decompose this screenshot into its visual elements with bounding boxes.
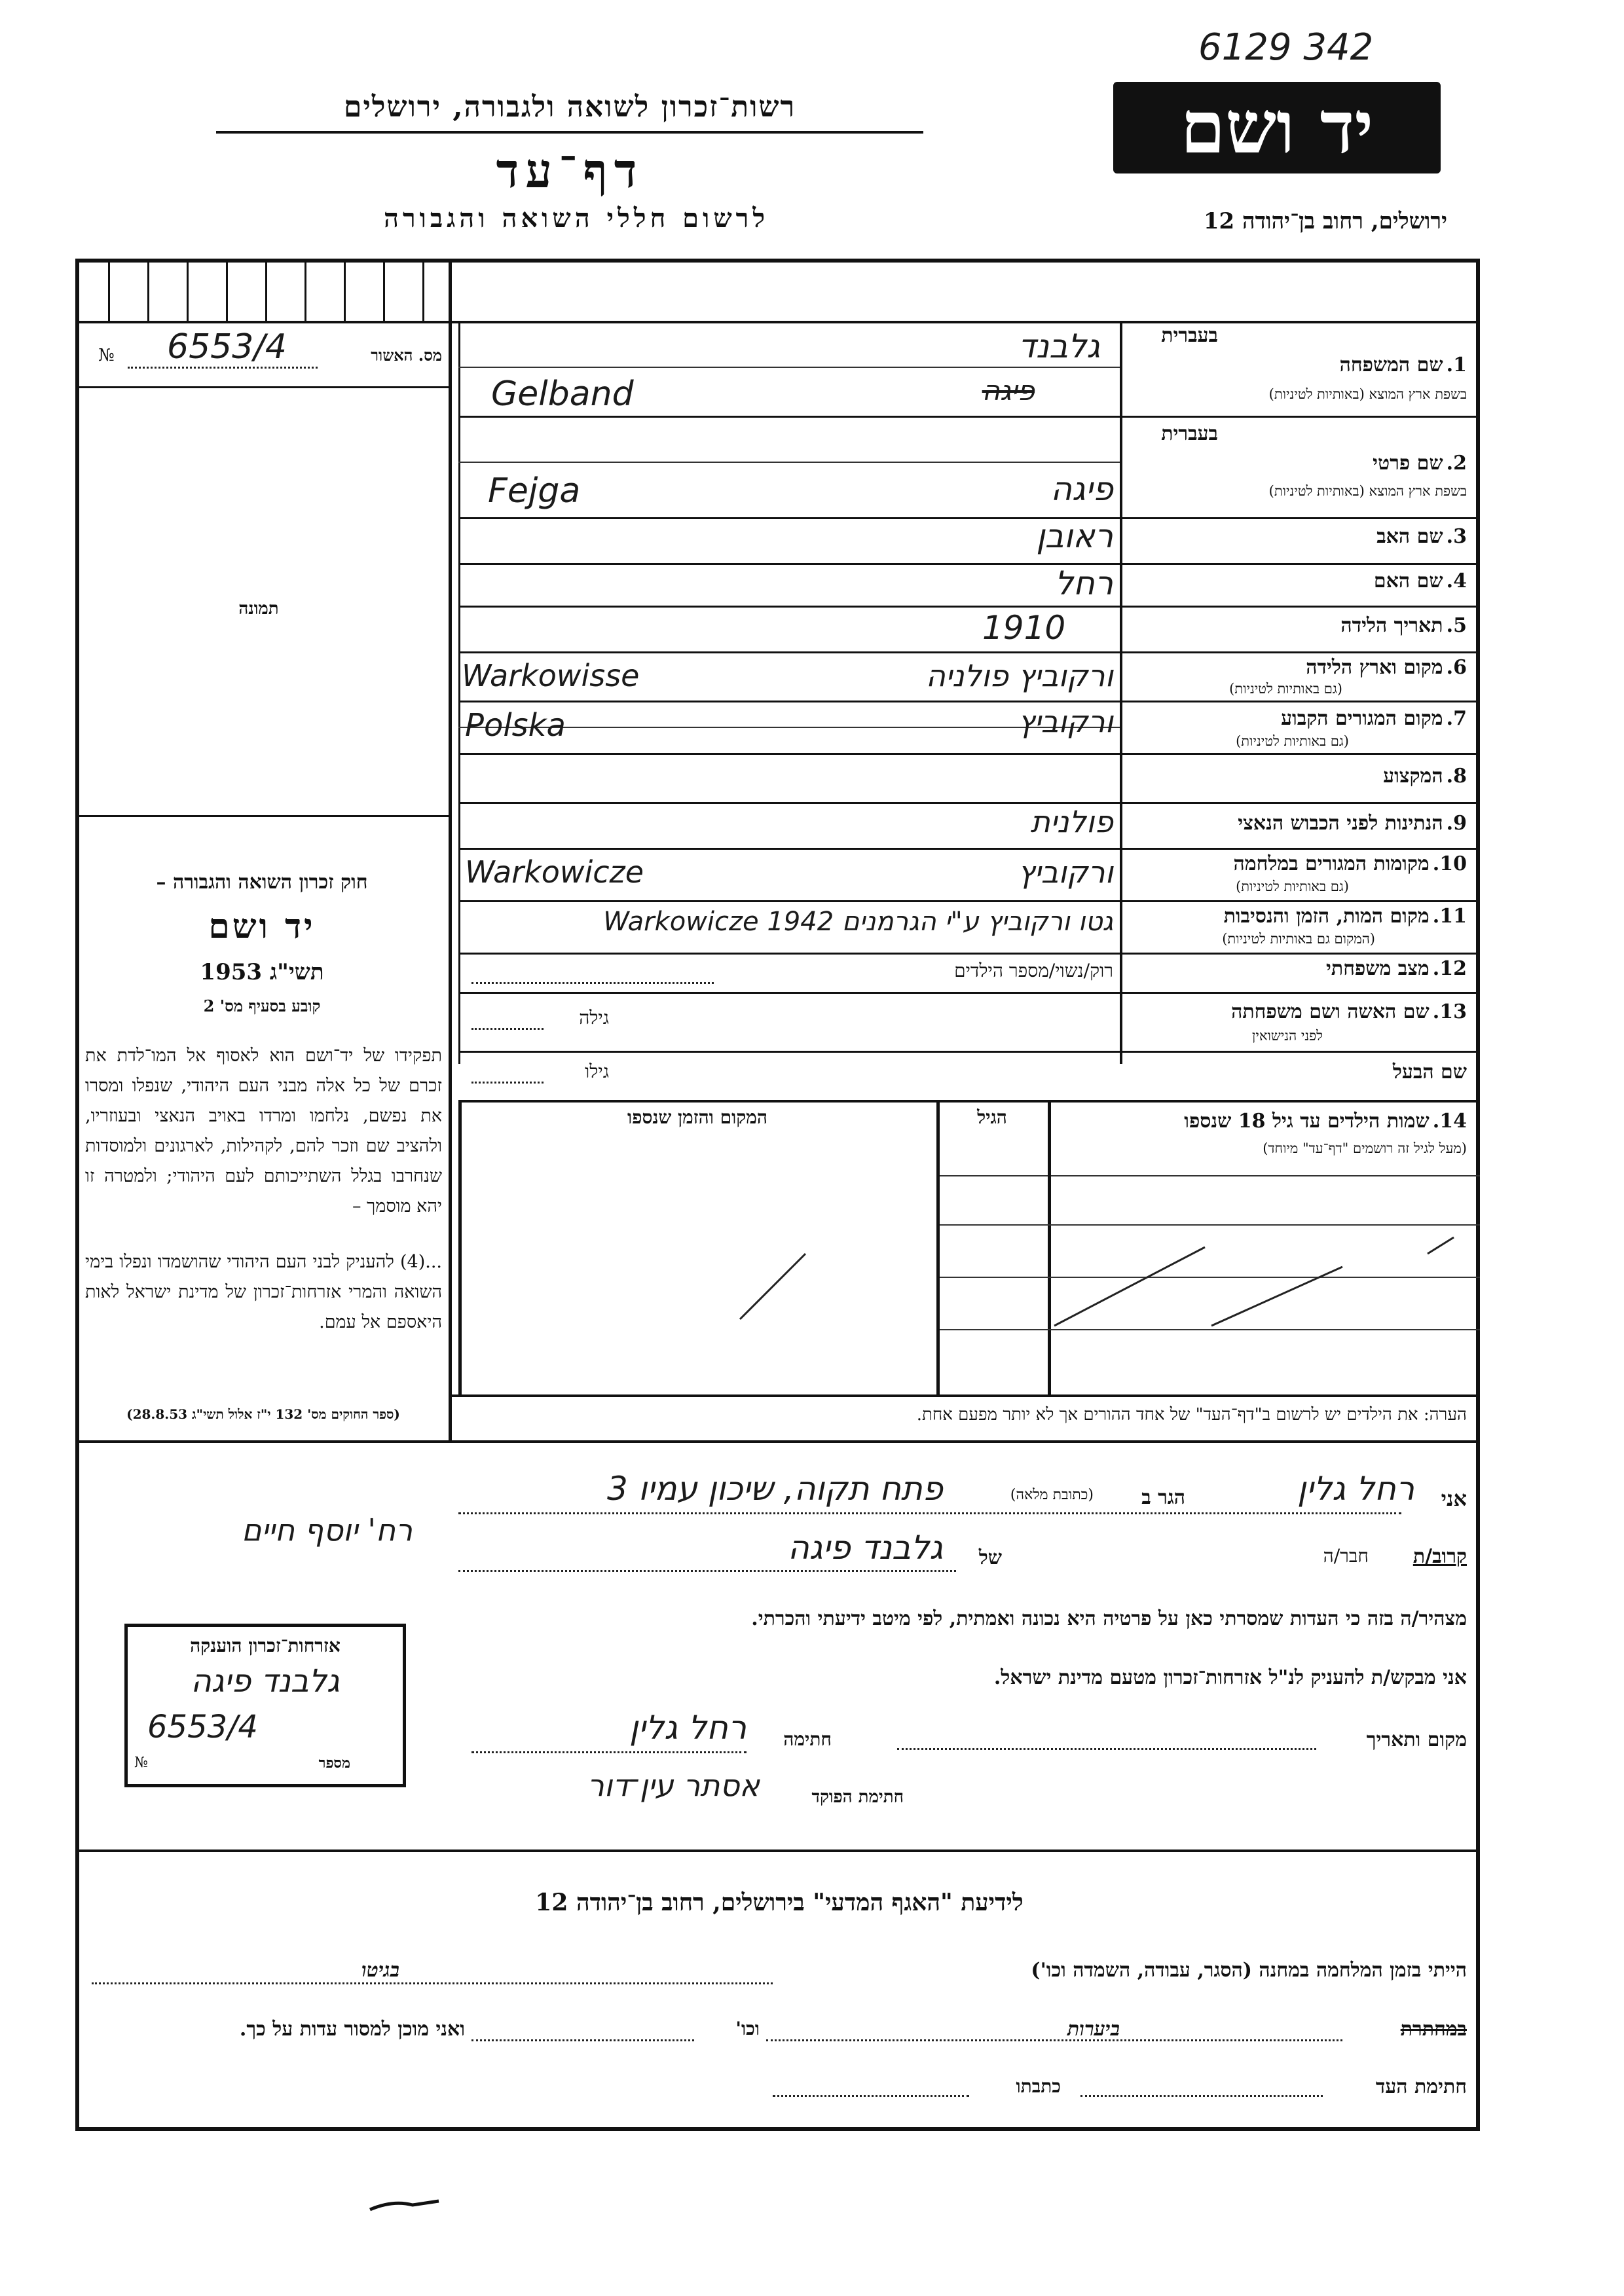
declarant-name: רחל גלין bbox=[1297, 1470, 1414, 1508]
declarant-relative-value: חבר/ה bbox=[1323, 1545, 1369, 1567]
footer-line1: הייתי בזמן המלחמה במחנה (הסגר, עבודה, השמדה וכו') bbox=[1031, 1959, 1467, 1982]
footer-line2-label: במחתרת bbox=[1400, 2018, 1467, 2041]
field-5-value: 1910 bbox=[982, 609, 1066, 647]
field-7-label: 7. מקום המגורים הקבוע bbox=[1281, 707, 1467, 730]
authority-title: רשות־זכרון לשואה ולגבורה, ירושלים bbox=[343, 90, 796, 124]
declarant-signature: רחל גלין bbox=[629, 1709, 747, 1747]
law-body: תפקידו של יד־ושם הוא לאסוף אל המו־לדת את זכרם של כל אלה מבני העם היהודי, שנפלו ומסרו את נפשם, נלחמו ומרדו באויב הנאצי ובעוזריו, ולהציב שם וזכר להם, לקהילות, לארגונים ולמוסדות שנחרבו בגלל השתייכותם לעם היהודי; ולמטרה זו יהא מוסמך – bbox=[85, 1046, 442, 1216]
footer-line2-end: ואני מוכן למסור עדות על כך. bbox=[239, 2018, 465, 2041]
field-2-name: שם פרטי bbox=[1373, 452, 1443, 475]
footer-line2-fill: ביערות bbox=[1067, 2018, 1120, 2041]
field-6-label: 6. מקום וארץ הלידה bbox=[1306, 656, 1467, 679]
field-6-value-latin: Warkowisse bbox=[462, 658, 640, 693]
citizenship-box bbox=[124, 1624, 406, 1787]
field-10-value-latin: Warkowicze bbox=[465, 854, 644, 890]
field-12-options: רוק/נשוי/מספר הילדים bbox=[954, 960, 1113, 981]
approval-number: 6553/4 bbox=[167, 327, 287, 367]
declarant-margin-note: רח' יוסף חיים bbox=[241, 1512, 413, 1548]
footer-title: לידיעת "האגף המדעי" בירושלים, רחוב בן־יהודה 12 bbox=[535, 1889, 1024, 1916]
stray-pen-mark bbox=[367, 2193, 445, 2219]
law-heading: חוק זכרון השואה והגבורה – bbox=[156, 871, 368, 894]
footer-line2-etc: וכו' bbox=[735, 2018, 760, 2039]
field-11-label: 11. מקום המות, הזמן והנסיבות bbox=[1223, 905, 1467, 928]
citizenship-no-sign: № bbox=[134, 1755, 148, 1771]
declarant-of-value: גלבנד פיגה bbox=[788, 1529, 943, 1567]
field-11-value: גטו ורקוביץ ע"י הגרמנים Warkowicze 1942 bbox=[603, 907, 1113, 937]
field-10-value-hebrew: ורקוביץ bbox=[1018, 854, 1113, 890]
field-8-label: 8. המקצוע bbox=[1383, 765, 1467, 788]
approval-no-sign: № bbox=[98, 346, 115, 365]
officer-signature-label: חתימת הפוקד bbox=[811, 1787, 904, 1807]
field-7-value-hebrew: ורקוביץ bbox=[1018, 704, 1113, 739]
field-4-value: רחל bbox=[1054, 564, 1113, 602]
field-2-hebrew-tag: בעברית bbox=[1161, 422, 1218, 445]
citizenship-name: גלבנד פיגה bbox=[191, 1663, 340, 1700]
field-7-value-latin: Polska bbox=[465, 707, 566, 744]
field-1-value-hebrew: גלבנד bbox=[1018, 327, 1100, 365]
field-12-label: 12. מצב משפחתי bbox=[1326, 957, 1467, 980]
citizenship-number: 6553/4 bbox=[147, 1709, 258, 1745]
children-crossout-strokes bbox=[458, 1175, 1480, 1391]
header-address: ירושלים, רחוב בן־יהודה 12 bbox=[1203, 208, 1447, 234]
field-5-label: 5. תאריך הלידה bbox=[1340, 614, 1467, 637]
law-source: (ספר החוקים מס' 132 י"ז אלול תשי"ג 28.8.53) bbox=[126, 1406, 400, 1422]
field-husband-age: גילו bbox=[585, 1061, 609, 1082]
signature-label: חתימה bbox=[783, 1728, 832, 1750]
field-2-value-hebrew: פיגה bbox=[1050, 470, 1113, 508]
photo-label: תמונה bbox=[238, 599, 279, 619]
field-13-sub: לפני הנישואין bbox=[1252, 1028, 1323, 1044]
law-year: תשי"ג 1953 bbox=[200, 959, 324, 985]
citizenship-title: אזרחות־זכרון הוענקה bbox=[190, 1635, 341, 1656]
field-2-value-latin: Fejga bbox=[488, 471, 581, 511]
declarant-request: אני מבקש/ת להעניק לנ"ל אזרחות־זכרון מטעם מדינת ישראל. bbox=[993, 1666, 1467, 1689]
field-13-age: גילה bbox=[579, 1007, 609, 1029]
field-7-sub: (גם באותיות לטיניות) bbox=[1236, 733, 1349, 749]
declarant-ani: אני bbox=[1441, 1486, 1467, 1511]
field-13-label: 13. שם האשה ושם משפחתה bbox=[1231, 1000, 1467, 1023]
field-1-sub: בשפת ארץ המוצא (באותיות לטיניות) bbox=[1268, 386, 1467, 402]
field-10-sub: (גם באותיות לטיניות) bbox=[1236, 879, 1349, 894]
field-1-name: שם המשפחה bbox=[1339, 354, 1443, 376]
field-husband-label: שם הבעל bbox=[1392, 1061, 1467, 1084]
declarant-of-label: של bbox=[978, 1546, 1002, 1569]
children-col-place: המקום והזמן שנספו bbox=[627, 1106, 767, 1128]
footer-witness-sig: חתימת העד bbox=[1375, 2075, 1467, 2098]
approval-label: מס. האשור bbox=[371, 346, 442, 365]
archive-reference: 6129 342 bbox=[1198, 26, 1374, 69]
law-clause: קובע בסעיף מס' 2 bbox=[203, 996, 321, 1015]
field-9-label: 9. הנתינות לפני הכבוש הנאצי bbox=[1238, 812, 1467, 835]
form-subtitle: לרשום חללי השואה והגבורה bbox=[383, 203, 769, 234]
field-6-sub: (גם באותיות לטיניות) bbox=[1229, 681, 1342, 697]
children-col-age: הגיל bbox=[977, 1106, 1007, 1128]
field-1-hebrew-tag: בעברית bbox=[1161, 324, 1218, 347]
field-6-value-hebrew: ורקוביץ פולניה bbox=[925, 658, 1113, 693]
field-9-value: פולנית bbox=[1030, 804, 1113, 839]
law-clause4: ...(4) להעניק לבני העם היהודי שהושמדו ונפלו בימי השואה והמרי אזרחות־זכרון של מדינת ישראל לאות היאספם אל עמם. bbox=[85, 1252, 442, 1332]
footer-line1-fill: בגיטו bbox=[361, 1959, 399, 1982]
declarant-full-address-label: (כתובת מלאה) bbox=[1010, 1487, 1094, 1503]
field-2-label bbox=[1126, 452, 1467, 475]
field-4-label: 4. שם האם bbox=[1373, 570, 1467, 592]
place-date-label: מקום ותאריך bbox=[1366, 1728, 1467, 1751]
citizenship-number-label: מספר bbox=[318, 1755, 350, 1772]
children-label: 14. שמות הילדים עד גיל 18 שנספו bbox=[1184, 1110, 1467, 1133]
declarant-gar-b: הגר ב bbox=[1141, 1486, 1185, 1509]
field-11-sub: (המקום גם באותיות לטיניות) bbox=[1222, 931, 1375, 947]
declarant-declaration: מצהיר/ה בזה כי העדות שמסרתי כאן על פרטיה היא נכונה ואמתית, לפי מיטב ידיעתי והכרתי. bbox=[751, 1607, 1467, 1630]
officer-signature: אסתר עין־דור bbox=[587, 1768, 760, 1803]
field-10-label: 10. מקומות המגורים במלחמה bbox=[1233, 852, 1467, 875]
field-1-label bbox=[1126, 354, 1467, 376]
field-2-num: 2. bbox=[1446, 452, 1467, 475]
field-1-num: 1. bbox=[1446, 354, 1467, 376]
field-3-label: 3. שם האב bbox=[1376, 525, 1467, 548]
declarant-relative-label: קרוב/ת bbox=[1412, 1545, 1467, 1568]
field-1-value-latin: Gelband bbox=[491, 374, 634, 414]
yad-vashem-logo: יד ושם bbox=[1113, 82, 1441, 173]
children-note: הערה: את הילדים יש לרשום ב"דף־העד" של אחד ההורים אך לא יותר מפעם אחת. bbox=[916, 1405, 1467, 1425]
declarant-address: פתח תקוה, שיכון עמיו 3 bbox=[606, 1470, 943, 1508]
law-name: יד ושם bbox=[208, 907, 316, 947]
footer-address-label: כתבתו bbox=[1016, 2075, 1061, 2097]
children-sub: (מעל לגיל זה רושמים "דף־עד" מיוחד) bbox=[1263, 1140, 1467, 1156]
field-2-sub: בשפת ארץ המוצא (באותיות לטיניות) bbox=[1268, 483, 1467, 499]
field-1-struck: פיגה bbox=[982, 374, 1035, 407]
field-3-value: ראובן bbox=[1036, 517, 1113, 555]
form-title: דף־עד bbox=[496, 143, 644, 198]
